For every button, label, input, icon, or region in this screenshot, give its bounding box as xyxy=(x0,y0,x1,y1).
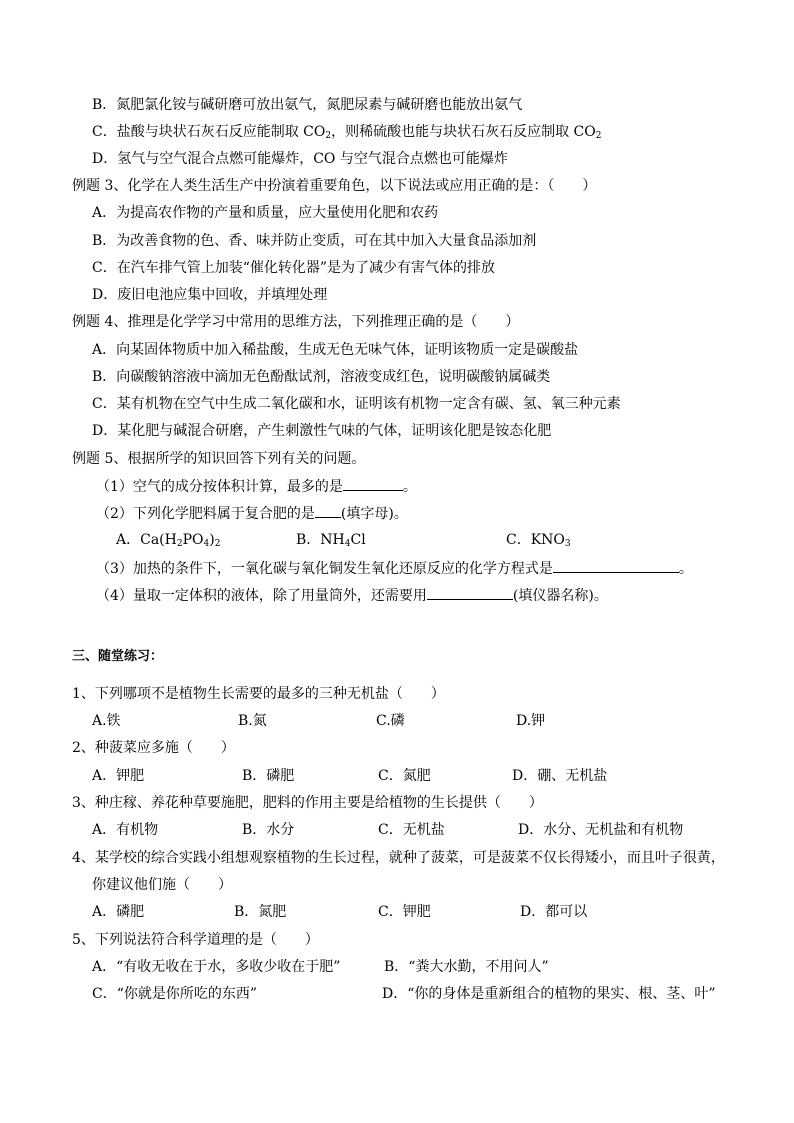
practice5-option-d: D．“你的身体是重新组合的植物的果实、根、茎、叶” xyxy=(382,986,716,1002)
example5-q3: （3）加热的条件下，一氧化碳与氧化铜发生氧化还原反应的化学方程式是 。 xyxy=(96,558,693,578)
practice2-stem: 2、种菠菜应多施（ ） xyxy=(72,740,235,756)
example4-option-b: B．向碳酸钠溶液中滴加无色酚酞试剂，溶液变成红色，说明碳酸钠属碱类 xyxy=(92,369,551,385)
answer-blank xyxy=(427,585,513,600)
practice5-option-b: B．“粪大水勤，不用问人” xyxy=(384,959,549,975)
example3-option-c: C．在汽车排气管上加装“催化转化器”是为了减少有害气体的排放 xyxy=(92,260,496,276)
practice2-option-b: B．磷肥 xyxy=(242,768,295,784)
example5-q1: （1）空气的成分按体积计算，最多的是 。 xyxy=(96,476,417,496)
practice4-option-a: A．磷肥 xyxy=(92,904,145,920)
practice1-option-d: D.钾 xyxy=(516,713,546,729)
practice2-option-a: A．钾肥 xyxy=(92,768,145,784)
example4-option-d: D．某化肥与碱混合研磨，产生刺激性气味的气体，证明该化肥是铵态化肥 xyxy=(92,423,552,439)
example5-q2-option-b: B．$NH_4Cl$ xyxy=(296,532,366,549)
practice5-option-a: A．“有收无收在于水，多收少收在于肥” xyxy=(92,959,341,975)
practice5-option-c: C．“你就是你所吃的东西” xyxy=(92,986,258,1002)
example5-stem: 例题 5、根据所学的知识回答下列有关的问题。 xyxy=(72,451,366,467)
practice1-option-c: C.磷 xyxy=(376,713,405,729)
practice4-stem: 4、某学校的综合实践小组想观察植物的生长过程，就种了菠菜，可是菠菜不仅长得矮小，而且叶子很黄， xyxy=(72,850,725,866)
section-heading: 三、随堂练习： xyxy=(72,649,164,664)
option-c-limestone: C．盐酸与块状石灰石反应能制取 $CO_2$，则稀硫酸也能与块状石灰石反应制取 $CO_2$ xyxy=(92,124,602,141)
answer-blank xyxy=(315,503,341,518)
answer-blank xyxy=(343,476,403,491)
practice3-option-a: A．有机物 xyxy=(92,822,159,838)
practice3-option-b: B．水分 xyxy=(242,822,295,838)
practice4-option-c: C．钾肥 xyxy=(378,904,431,920)
practice3-stem: 3、种庄稼、养花种草要施肥，肥料的作用主要是给植物的生长提供（ ） xyxy=(72,795,543,811)
practice4-option-b: B．氮肥 xyxy=(234,904,287,920)
example3-option-a: A．为提高农作物的产量和质量，应大量使用化肥和农药 xyxy=(92,205,439,221)
practice3-option-c: C．无机盐 xyxy=(378,822,445,838)
practice2-option-d: D．硼、无机盐 xyxy=(512,768,608,784)
practice4-option-d: D．都可以 xyxy=(520,904,588,920)
practice1-stem: 1、下列哪项不是植物生长需要的最多的三种无机盐（ ） xyxy=(72,686,445,702)
example5-q4: （4）量取一定体积的液体，除了用量筒外，还需要用 (填仪器名称)。 xyxy=(96,585,608,605)
example5-q2-option-a: A．$Ca(H_2PO_4)_2$ xyxy=(116,532,221,549)
option-d-explosion: D．氢气与空气混合点燃可能爆炸，CO 与空气混合点燃也可能爆炸 xyxy=(92,151,508,167)
example3-option-d: D．废旧电池应集中回收，并填埋处理 xyxy=(92,287,328,303)
example3-option-b: B．为改善食物的色、香、味并防止变质，可在其中加入大量食品添加剂 xyxy=(92,233,537,249)
example4-stem: 例题 4、推理是化学学习中常用的思维方法，下列推理正确的是（ ） xyxy=(72,314,520,330)
practice1-option-b: B.氮 xyxy=(238,713,267,729)
example3-stem: 例题 3、化学在人类生活生产中扮演着重要角色，以下说法或应用正确的是：（ ） xyxy=(72,178,597,194)
example4-option-c: C．某有机物在空气中生成二氧化碳和水，证明该有机物一定含有碳、氢、氧三种元素 xyxy=(92,396,621,412)
example4-option-a: A．向某固体物质中加入稀盐酸，生成无色无味气体，证明该物质一定是碳酸盐 xyxy=(92,342,579,358)
answer-blank xyxy=(553,558,679,573)
practice1-option-a: A.铁 xyxy=(92,713,121,729)
practice4-stem-continued: 你建议他们施（ ） xyxy=(92,877,232,893)
option-b-ammonia: B．氮肥氯化铵与碱研磨可放出氨气，氮肥尿素与碱研磨也能放出氨气 xyxy=(92,97,523,113)
example5-q2: （2）下列化学肥料属于复合肥的是 (填字母)。 xyxy=(96,503,408,523)
practice3-option-d: D．水分、无机盐和有机物 xyxy=(518,822,684,838)
practice2-option-c: C．氮肥 xyxy=(378,768,431,784)
practice5-stem: 5、下列说法符合科学道理的是（ ） xyxy=(72,932,319,948)
example5-q2-option-c: C．$KNO_3$ xyxy=(506,532,571,549)
